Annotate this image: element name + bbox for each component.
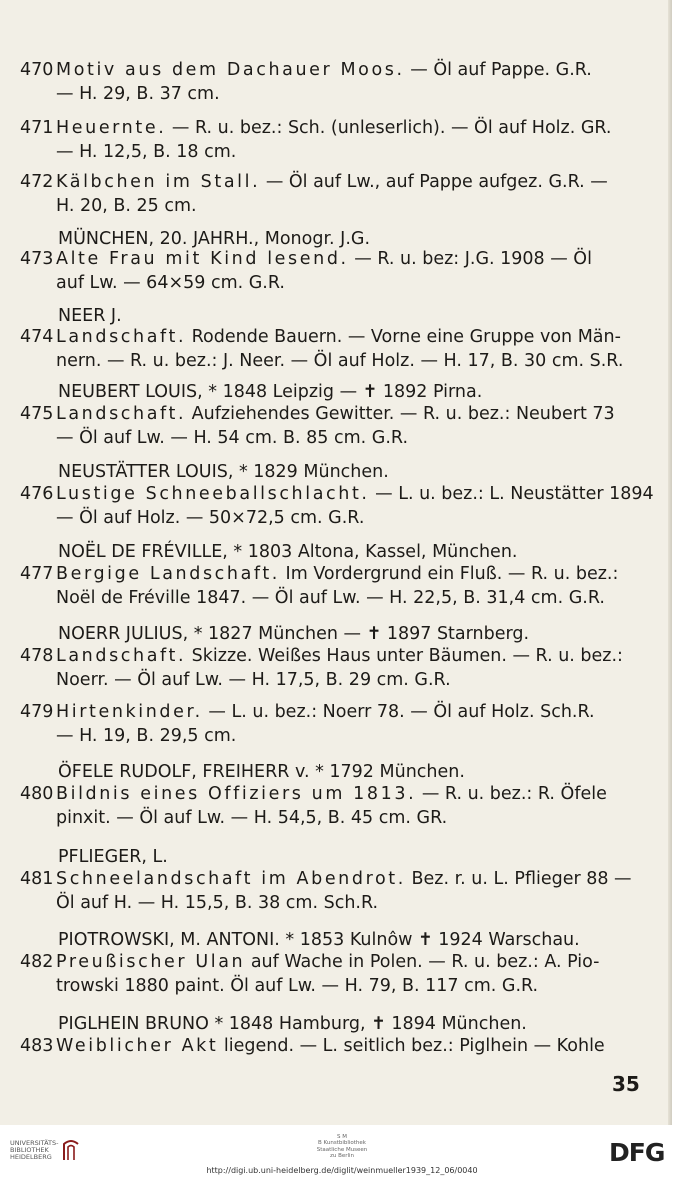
entry-line xyxy=(20,402,615,426)
entry-details: trowski 1880 paint. Öl auf Lw. — H. 79, B. 117 cm. G.R. xyxy=(56,976,539,996)
entry-line xyxy=(20,194,608,218)
entry-details: Rodende Bauern. — Vorne eine Gruppe von Män- xyxy=(186,327,621,347)
entry-line xyxy=(20,247,592,271)
entry-number: 478 xyxy=(20,646,54,666)
source-url[interactable]: http://digi.ub.uni-heidelberg.de/diglit/weinmueller1939_12_06/0040 xyxy=(206,1166,478,1175)
entry-number: 476 xyxy=(20,484,54,504)
catalog-entry-480 xyxy=(20,782,607,830)
artist-heading: NEUBERT LOUIS, * 1848 Leipzig — ✝ 1892 Pirna. xyxy=(58,382,483,402)
entry-line xyxy=(20,58,592,82)
entry-details: pinxit. — Öl auf Lw. — H. 54,5, B. 45 cm. GR. xyxy=(56,808,448,828)
artist-heading: MÜNCHEN, 20. JAHRH., Monogr. J.G. xyxy=(58,229,371,249)
entry-title: Landschaft. xyxy=(56,646,187,666)
catalog-entry-472 xyxy=(20,170,608,218)
entry-line xyxy=(20,325,623,349)
catalog-entry-470 xyxy=(20,58,592,106)
entry-line xyxy=(20,426,615,450)
entry-details: liegend. — L. seitlich bez.: Piglhein — Kohle xyxy=(218,1036,605,1056)
entry-details: — Öl auf Lw. — H. 54 cm. B. 85 cm. G.R. xyxy=(56,428,409,448)
entry-number: 477 xyxy=(20,564,54,584)
dfg-logo[interactable]: DFG xyxy=(609,1138,665,1167)
entry-details: auf Lw. — 64×59 cm. G.R. xyxy=(56,273,285,293)
entry-number: 474 xyxy=(20,327,54,347)
entry-line xyxy=(20,668,623,692)
catalog-entry-476 xyxy=(20,482,654,530)
entry-details: nern. — R. u. bez.: J. Neer. — Öl auf Holz. — H. 17, B. 30 cm. S.R. xyxy=(56,351,624,371)
entry-title: Alte Frau mit Kind lesend. xyxy=(56,249,349,269)
entry-line xyxy=(20,867,632,891)
artist-heading: PFLIEGER, L. xyxy=(58,847,168,867)
entry-details: — R. u. bez.: R. Öfele xyxy=(416,784,607,804)
artist-heading: PIGLHEIN BRUNO * 1848 Hamburg, ✝ 1894 München. xyxy=(58,1014,527,1034)
catalog-entry-473 xyxy=(20,247,592,295)
catalog-entry-478 xyxy=(20,644,623,692)
entry-details: — R. u. bez.: Sch. (unleserlich). — Öl auf Holz. GR. xyxy=(166,118,612,138)
entry-title: Bildnis eines Offiziers um 1813. xyxy=(56,784,417,804)
entry-number: 482 xyxy=(20,952,54,972)
entry-details: — H. 19, B. 29,5 cm. xyxy=(56,726,237,746)
catalog-entry-474 xyxy=(20,325,623,373)
entry-line xyxy=(20,82,592,106)
entry-line xyxy=(20,1034,605,1058)
entry-title: Lustige Schneeballschlacht. xyxy=(56,484,370,504)
entry-line xyxy=(20,974,600,998)
catalog-entry-479 xyxy=(20,700,595,748)
artist-heading: ÖFELE RUDOLF, FREIHERR v. * 1792 München. xyxy=(58,762,465,782)
entry-title: Kälbchen im Stall. xyxy=(56,172,261,192)
artist-heading: NOERR JULIUS, * 1827 München — ✝ 1897 Starnberg. xyxy=(58,624,530,644)
catalog-entry-483 xyxy=(20,1034,605,1058)
entry-details: Bez. r. u. L. Pflieger 88 — xyxy=(405,869,632,889)
entry-number: 470 xyxy=(20,60,54,80)
entry-number: 483 xyxy=(20,1036,54,1056)
university-library-logo[interactable]: UNIVERSITÄTS- BIBLIOTHEK HEIDELBERG xyxy=(10,1139,59,1161)
entry-line xyxy=(20,806,607,830)
entry-title: Schneelandschaft im Abendrot. xyxy=(56,869,406,889)
entry-line xyxy=(20,950,600,974)
entry-number: 472 xyxy=(20,172,54,192)
entry-details: — H. 29, B. 37 cm. xyxy=(56,84,220,104)
page-number: 35 xyxy=(612,1072,640,1096)
entry-line xyxy=(20,586,618,610)
entry-details: Öl auf H. — H. 15,5, B. 38 cm. Sch.R. xyxy=(56,893,379,913)
catalog-entry-482 xyxy=(20,950,600,998)
catalog-entry-481 xyxy=(20,867,632,915)
entry-details: — R. u. bez: J.G. 1908 — Öl xyxy=(348,249,592,269)
entry-number: 479 xyxy=(20,702,54,722)
entry-details: — L. u. bez.: L. Neustätter 1894 xyxy=(369,484,654,504)
entry-number: 480 xyxy=(20,784,54,804)
entry-line xyxy=(20,271,592,295)
entry-details: Skizze. Weißes Haus unter Bäumen. — R. u. bez.: xyxy=(186,646,623,666)
entry-line xyxy=(20,482,654,506)
entry-details: Noël de Fréville 1847. — Öl auf Lw. — H. 22,5, B. 31,4 cm. G.R. xyxy=(56,588,605,608)
entry-number: 473 xyxy=(20,249,54,269)
artist-heading: NEUSTÄTTER LOUIS, * 1829 München. xyxy=(58,462,389,482)
entry-line xyxy=(20,116,612,140)
entry-title: Landschaft. xyxy=(56,404,187,424)
entry-details: — Öl auf Holz. — 50×72,5 cm. G.R. xyxy=(56,508,365,528)
catalog-entry-471 xyxy=(20,116,612,164)
entry-line xyxy=(20,506,654,530)
entry-details: Aufziehendes Gewitter. — R. u. bez.: Neubert 73 xyxy=(186,404,615,424)
entry-details: — Öl auf Pappe. G.R. xyxy=(404,60,592,80)
entry-number: 475 xyxy=(20,404,54,424)
entry-line xyxy=(20,891,632,915)
smb-kunstbibliothek-logo[interactable]: S M B Kunstbibliothek Staatliche Museen zu Berlin xyxy=(316,1134,368,1160)
entry-title: Hirtenkinder. xyxy=(56,702,203,722)
entry-details: Noerr. — Öl auf Lw. — H. 17,5, B. 29 cm. G.R. xyxy=(56,670,451,690)
entry-details: auf Wache in Polen. — R. u. bez.: A. Pio- xyxy=(245,952,600,972)
entry-details: Im Vordergrund ein Fluß. — R. u. bez.: xyxy=(279,564,619,584)
entry-title: Motiv aus dem Dachauer Moos. xyxy=(56,60,405,80)
university-seal-icon xyxy=(60,1138,82,1162)
entry-details: — L. u. bez.: Noerr 78. — Öl auf Holz. Sch.R. xyxy=(202,702,595,722)
entry-title: Landschaft. xyxy=(56,327,187,347)
entry-line xyxy=(20,782,607,806)
artist-heading: PIOTROWSKI, M. ANTONI. * 1853 Kulnôw ✝ 1924 Warschau. xyxy=(58,930,580,950)
artist-heading: NEER J. xyxy=(58,306,122,326)
catalog-entry-477 xyxy=(20,562,618,610)
entry-title: Weiblicher Akt xyxy=(56,1036,219,1056)
entry-line xyxy=(20,562,618,586)
entry-title: Heuernte. xyxy=(56,118,167,138)
entry-title: Bergige Landschaft. xyxy=(56,564,280,584)
entry-line xyxy=(20,170,608,194)
entry-line xyxy=(20,349,623,373)
catalog-entry-475 xyxy=(20,402,615,450)
entry-number: 471 xyxy=(20,118,54,138)
entry-title: Preußischer Ulan xyxy=(56,952,246,972)
entry-details: — H. 12,5, B. 18 cm. xyxy=(56,142,237,162)
entry-line xyxy=(20,724,595,748)
entry-number: 481 xyxy=(20,869,54,889)
entry-line xyxy=(20,140,612,164)
entry-details: H. 20, B. 25 cm. xyxy=(56,196,197,216)
entry-details: — Öl auf Lw., auf Pappe aufgez. G.R. — xyxy=(260,172,608,192)
entry-line xyxy=(20,644,623,668)
entry-line xyxy=(20,700,595,724)
artist-heading: NOËL DE FRÉVILLE, * 1803 Altona, Kassel, München. xyxy=(58,542,518,562)
